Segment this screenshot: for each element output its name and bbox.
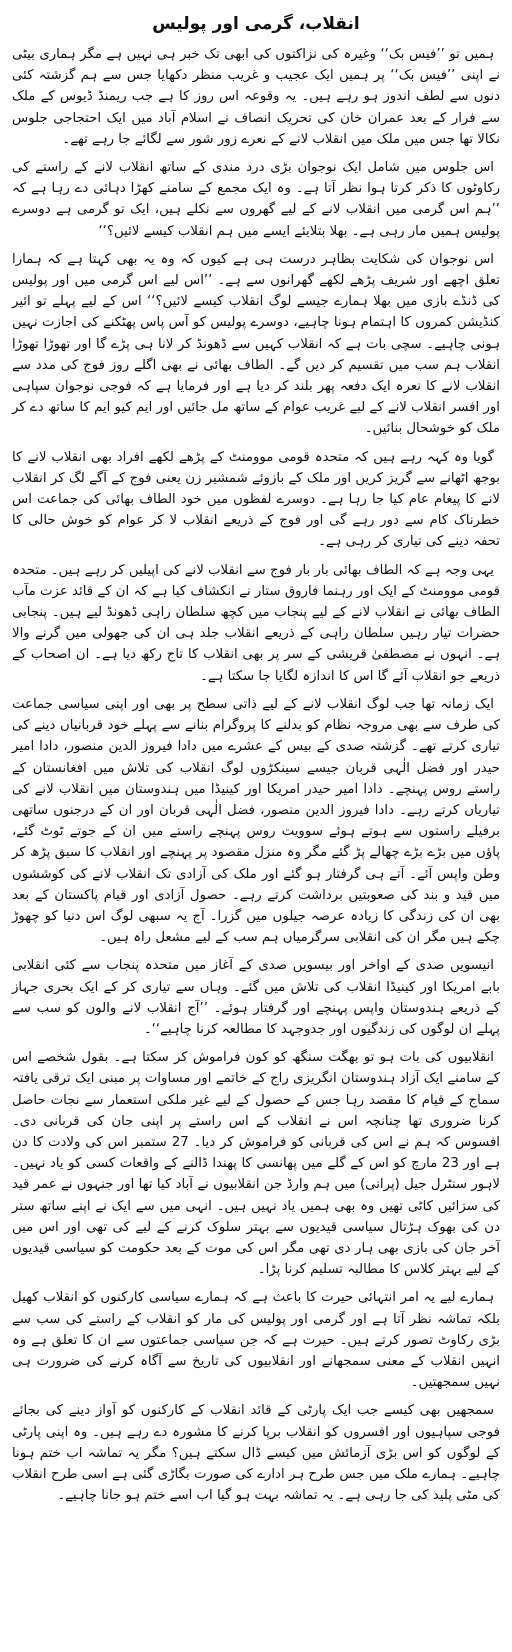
article-paragraph: ایک زمانہ تھا جب لوگ انقلاب لانے کے لیے ذاتی سطح پر بھی اور اپنی سیاسی جماعت کی طرف سے بھی مروجہ نظام کو بدلنے کا پروگرام بنانے سے پہلے خود قربانیاں دینے کی تیاری کرتے تھے۔ گزشتہ صدی کے بیس کے عشرے میں دادا فیروز الدین منصور، دادا امیر حیدر اور فضل الٰہی قربان جیسے سینکڑوں لوگ انقلاب کی تلاش میں افغانستان کے راستے روس پہنچے۔ دادا امیر حیدر امریکا اور کینیڈا میں ہندوستان میں انقلاب لانے کی تیاریاں کرتے رہے۔ دادا فیروز الدین منصور، فضل الٰہی قربان اور ان کے درجنوں ساتھی برفیلے راستوں سے ہوتے ہوئے سوویت روس پہنچے راستے میں ان کے جوتے ٹوٹ گئے، پاؤں میں بڑے بڑے چھالے پڑ گئے مگر وہ منزل مقصود پر پہنچے اور انقلاب کا سبق پڑھ کر وطن واپس آئے۔ آتے ہی گرفتار ہو گئے اور ملک کی آزادی تک انقلاب لانے کی کوششوں میں قید و بند کی صعوبتیں برداشت کرتے رہے۔ حصول آزادی اور قیام پاکستان کے بعد بھی ان کی زندگی کا زیادہ عرصہ جیلوں میں گزرا۔ آج یہ سبھی لوگ اس دنیا کو چھوڑ چکے ہیں مگر ان کی انقلابی سرگرمیاں ہم سب کے لیے مشعل راہ ہیں۔: [12, 696, 500, 946]
article-paragraph: ہمارے لیے یہ امر انتہائی حیرت کا باعث ہے کہ ہمارے سیاسی کارکنوں کو انقلاب کھیل بلکہ تماشہ نظر آتا ہے اور گرمی اور پولیس کی مار کو انقلاب کے راستے کی سب سے بڑی رکاوٹ تصور کرتے ہیں۔ حیرت ہے کہ جن سیاسی جماعتوں سے ان کا تعلق ہے وہ انہیں انقلاب کے معنی سمجھانے اور انقلابیوں کی تاریخ سے آگاہ کرنے کی ضرورت ہی نہیں سمجھتیں۔: [12, 1290, 500, 1391]
article-paragraph: اس جلوس میں شامل ایک نوجوان بڑی درد مندی کے ساتھ انقلاب لانے کے راستے کی رکاوٹوں کا ذکر کرتا ہوا نظر آتا ہے۔ وہ ایک مجمع کے سامنے کھڑا دہائی دے رہا ہے کہ ’’ہم اس گرمی میں انقلاب لانے کے لیے گھروں سے نکلے ہیں، ایک تو گرمی ہے دوسرے پولیس ہمیں مار رہی ہے۔ بھلا بتلایئے ایسے میں ہم انقلاب کیسے لائیں؟‘‘: [12, 160, 500, 239]
article-headline: انقلاب، گرمی اور پولیس: [152, 14, 360, 34]
article-paragraph: انیسویں صدی کے اواخر اور بیسویں صدی کے آغاز میں متحدہ پنجاب سے کئی انقلابی بابے امریکا اور کینیڈا انقلاب کی تلاش میں گئے۔ وہاں سے تیاری کر کے ایک بحری جہاز کے ذریعے ہندوستان واپس پہنچے اور گرفتار ہوئے۔ ’’آج انقلاب لانے والوں کو سب سے پہلے ان لوگوں کی زندگیوں اور جدوجہد کا مطالعہ کرنا چاہیے‘‘۔: [12, 958, 500, 1037]
article-paragraph: سمجھیں بھی کیسے جب ایک پارٹی کے قائد انقلاب کے کارکنوں کو آواز دینے کی بجائے فوجی سپاہیوں اور افسروں کو انقلاب برپا کرنے کا مشورہ دے رہے ہیں۔ وہ اپنی پارٹی کے لوگوں کو اس بڑی آزمائش میں کیسے ڈال سکتے ہیں؟ مگر یہ تماشہ اب ختم ہونا چاہیے۔ ہمارے ملک میں جس طرح ہر ادارے کی صورت بگاڑی گئی ہے اسی طرح انقلاب کی مٹی پلید کی جا رہی ہے۔ یہ تماشہ بہت ہو گیا اب اسے ختم ہو جانا چاہیے۔: [12, 1403, 500, 1504]
article-body: [12, 44, 500, 1506]
article-paragraph: یہی وجہ ہے کہ الطاف بھائی بار بار فوج سے انقلاب لانے کی اپیلیں کر رہے ہیں۔ متحدہ قومی موومنٹ کے ایک اور رہنما فاروق ستار نے انکشاف کیا ہے کہ ان کے قائد عزت مآب الطاف بھائی نے انقلاب لانے کے لیے پنجاب میں کچھ سلطان راہی ڈھونڈ لیے ہیں۔ پنجابی حضرات تیار رہیں سلطان راہی کے ذریعے انقلاب جلد ہی ان کی جھولی میں گرنے والا ہے۔ انہوں نے مصطفیٰ قریشی کے سر پر بھی انقلاب کا تاج رکھ دیا ہے۔ ان اصحاب کے ذریعے جو انقلاب آئے گا اس کا اندازہ لگایا جا سکتا ہے۔: [12, 562, 500, 684]
article-paragraph: ہمیں تو ’’فیس بک‘‘ وغیرہ کی نزاکتوں کی ابھی تک خبر ہی نہیں ہے مگر ہماری بیٹی نے اپنی ’’فیس بک‘‘ پر ہمیں ایک عجیب و غریب منظر دکھایا جس سے ہم گزشتہ کئی دنوں سے لطف اندوز ہو رہے ہیں۔ یہ وقوعہ اس روز کا ہے جب ریمنڈ ڈیوس کے ملک سے فرار کے بعد عمران خان کی تحریک انصاف نے اسلام آباد میں ایک احتجاجی جلوس نکالا تھا جس میں ملک میں انقلاب لانے کے نعرے زور شور سے لگائے جا رہے تھے۔: [12, 47, 500, 147]
article-paragraph: انقلابیوں کی بات ہو تو بھگت سنگھ کو کون فراموش کر سکتا ہے۔ بقول شخصے اس کے سامنے ایک آزاد ہندوستان انگریزی راج کے خاتمے اور مساوات پر مبنی ایک ترقی یافتہ سماج کے قیام کا مقصد رہا جس کے حصول کے لیے غیر ملکی استعمار سے نجات حاصل کرنا ضروری تھا چنانچہ اس نے انقلاب کے اس راستے پر اپنی جان کی قربانی دی۔ افسوس کہ ہم نے اس کی قربانی کو فراموش کر دیا۔ 27 ستمبر اس کی ولادت کا دن ہے اور 23 مارچ کو اس کے گلے میں پھانسی کا پھندا ڈالنے کے واقعات کسی کو یاد نہیں۔ لاہور سنٹرل جیل (پرانی) میں ہم وارڈ جن انقلابیوں نے آباد کیا تھا اور جنہوں نے عمر قید کی سزائیں کاٹی تھیں وہ بھی ہمیں یاد نہیں ہیں۔ انہی میں سے ایک نے اپنے ساتھ ستر دن کی بھوک ہڑتال سیاسی قیدیوں سے بہتر سلوک کرنے کے لیے کی تھی اور اس میں آخر جان کی بازی بھی ہار دی تھی مگر اس کی موت کے بعد حکومت کو سیاسی قیدیوں کے لیے بہتر کلاس کا مطالبہ تسلیم کرنا پڑا۔: [12, 1050, 500, 1278]
article-paragraph: اس نوجوان کی شکایت بظاہر درست ہی ہے کیوں کہ وہ یہ بھی کہتا ہے کہ ہمارا تعلق اچھے اور شریف پڑھے لکھے گھرانوں سے ہے۔ ’’اس لیے اس گرمی میں اور پولیس کی ڈنڈے بازی میں بھلا ہمارے جیسے لوگ انقلاب کیسے لائیں؟‘‘ اس کے لیے پہلے تو ائیر کنڈیشن کمروں کا اہتمام ہونا چاہیے، دوسرے پولیس کو آس پاس پھٹکنے کی اجازت نہیں ہونی چاہیے۔ سچی بات ہے کہ انقلاب کہیں سے ڈھونڈ کر لانا ہی پڑے گا اور تھوڑا تھوڑا انقلاب ہم سب میں تقسیم کر دیں گے۔ الطاف بھائی نے بھی اگلے روز فوج کی مدد سے انقلاب لانے کا نعرہ ایک دفعہ پھر بلند کر دیا ہے اور فرمایا ہے کہ فوجی نوجوان سپاہی اور افسر انقلاب لانے کے لیے غریب عوام کے ساتھ مل جائیں اور ایم کیو ایم کا ساتھ دے کر ملک کو خوشحال بنائیں۔: [12, 251, 500, 437]
article-paragraph: گویا وہ کہہ رہے ہیں کہ متحدہ قومی موومنٹ کے پڑھے لکھے افراد بھی انقلاب لانے کا بوجھ اٹھانے سے گریز کریں اور ملک کے بازوئے شمشیر زن یعنی فوج کے آگے لگ کر انقلاب لانے کا پیغام عام کیا جا رہا ہے۔ دوسرے لفظوں میں خود الطاف بھائی کی جماعت اس خطرناک کام سے دور رہے گی اور فوج کے ذریعے انقلاب لا کر عوام کو خوش حالی کا تحفہ دینے کی تیاری کر رہی ہے۔: [12, 449, 500, 550]
